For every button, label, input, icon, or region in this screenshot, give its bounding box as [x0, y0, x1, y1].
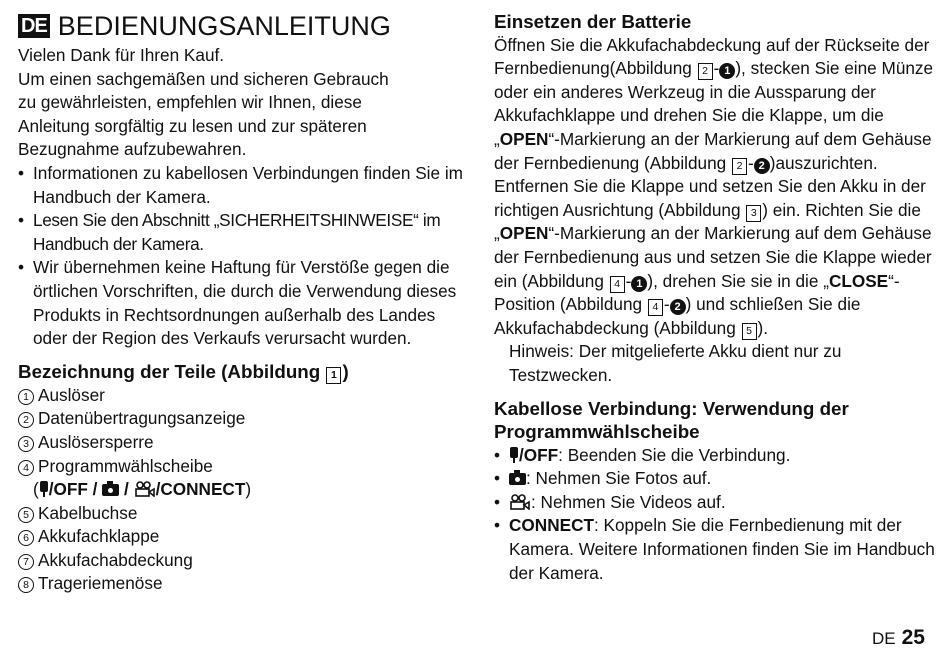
connect-text: : Koppeln Sie die Fernbedienung mit der Kamera. Weitere Informationen finden Sie im Handbuch der Kamera.	[509, 515, 935, 583]
item-label: Trageriemenöse	[38, 573, 163, 594]
left-column	[18, 10, 463, 596]
item-label: Akkufachabdeckung	[38, 549, 193, 570]
item-number: 6	[18, 530, 34, 546]
battery-text: “-Markierung an der Markierung auf dem Gehäuse der Fernbedienung (Abbildung	[494, 128, 932, 173]
intro-line: Bezugnahme aufzubewahren.	[18, 139, 247, 160]
power-icon	[39, 481, 49, 497]
bullet-video	[494, 491, 936, 515]
mode-dial-modes	[18, 478, 463, 502]
intro-line: Vielen Dank für Ihren Kauf.	[18, 45, 225, 65]
step-number: 2	[754, 158, 770, 174]
video-text: : Nehmen Sie Videos auf.	[531, 491, 726, 512]
video-icon	[509, 494, 531, 510]
bullet-off	[494, 444, 936, 468]
close-marking: CLOSE	[828, 270, 889, 291]
video-icon	[134, 481, 156, 497]
battery-text: ) und schließen Sie die Akkufachabdeckung (Abbildung	[494, 294, 861, 338]
intro-text	[18, 44, 463, 162]
list-item	[18, 502, 463, 526]
parts-list	[18, 384, 463, 596]
mode-off-label: /OFF	[48, 479, 88, 500]
slash: /	[92, 479, 98, 500]
battery-text: ), stecken Sie eine Münze oder ein anderes Werkzeug in die Aussparung der Akkufachklappe und drehen Sie die Klappe, um die „	[494, 58, 934, 149]
intro-bullets	[18, 162, 463, 351]
item-label: Auslösersperre	[38, 431, 154, 452]
power-icon	[509, 447, 519, 463]
list-item	[18, 431, 463, 455]
camera-icon	[102, 484, 119, 496]
bullet-liability: • Wir übernehmen keine Haftung für Verstöße gegen die örtlichen Vorschriften, die durch die Verwendung dieses Produkts in Rechtsordnungen außerhalb des Landes oder der Region des Verkaufs verursacht wurden.	[18, 256, 463, 350]
language-badge: DE	[18, 14, 50, 38]
modes-open-paren: (	[33, 479, 39, 500]
parts-heading-end: )	[342, 360, 349, 382]
battery-text: )auszurichten. Entfernen Sie die Klappe und setzen Sie den Akku in der richtigen Ausrichtung (Abbildung	[494, 152, 926, 220]
slash: /	[124, 479, 129, 500]
figure-ref-4: 4	[648, 299, 663, 316]
wireless-bullets	[494, 444, 936, 586]
battery-text: ).	[757, 317, 769, 338]
off-text: : Beenden Sie die Verbindung.	[558, 444, 791, 465]
battery-note: Hinweis: Der mitgelieferte Akku dient nur zu Testzwecken.	[509, 341, 842, 385]
dash: -	[663, 294, 670, 315]
list-item	[18, 455, 463, 479]
off-label: /OFF	[519, 444, 559, 465]
connect-label: CONNECT	[509, 515, 594, 536]
item-number: 8	[18, 577, 34, 593]
battery-text: “-Markierung an der Markierung auf dem Gehäuse der Fernbedienung aus und setzen Sie die Klappe wieder ein (Abbildung	[494, 223, 932, 291]
list-item	[18, 549, 463, 573]
step-number: 2	[670, 299, 686, 315]
dash: -	[747, 152, 754, 173]
open-marking: OPEN	[499, 223, 549, 244]
battery-instructions	[494, 34, 936, 341]
battery-heading: Einsetzen der Batterie	[494, 11, 692, 32]
intro-line: zu gewährleisten, empfehlen wir Ihnen, diese	[18, 92, 362, 113]
list-item	[18, 407, 463, 431]
item-number: 4	[18, 460, 34, 476]
page-number: 25	[901, 626, 925, 649]
battery-text: ), drehen Sie sie in die „	[647, 270, 829, 291]
dash: -	[713, 58, 720, 79]
figure-ref-4: 4	[610, 276, 625, 293]
item-label: Kabelbuchse	[38, 502, 138, 523]
list-item	[18, 384, 463, 408]
list-item	[18, 572, 463, 596]
item-number: 7	[18, 554, 34, 570]
figure-ref-3: 3	[746, 205, 761, 222]
parts-heading	[18, 360, 463, 384]
item-label: Auslöser	[38, 384, 105, 405]
list-item	[18, 525, 463, 549]
intro-line: Anleitung sorgfältig zu lesen und zur späteren	[18, 115, 367, 136]
bullet-safety: • Lesen Sie den Abschnitt „SICHERHEITSHINWEISE“ im Handbuch der Kamera.	[18, 209, 463, 256]
figure-ref-5: 5	[742, 323, 757, 340]
step-number: 1	[631, 276, 647, 292]
mode-connect-label: /CONNECT	[155, 479, 246, 500]
bullet-connect	[494, 514, 936, 585]
battery-text: “-Position (Abbildung	[494, 270, 900, 315]
item-label: Akkufachklappe	[38, 526, 160, 547]
page-title	[18, 10, 463, 42]
modes-close-paren: )	[245, 479, 252, 500]
open-marking: OPEN	[499, 128, 549, 149]
item-label: Programmwählscheibe	[38, 455, 213, 476]
right-column	[494, 10, 936, 585]
battery-text: ) ein. Richten Sie die „	[494, 199, 921, 244]
parts-heading-text: Bezeichnung der Teile (Abbildung	[18, 360, 321, 382]
figure-ref-2: 2	[698, 63, 713, 80]
bullet-wireless-info: • Informationen zu kabellosen Verbindungen finden Sie im Handbuch der Kamera.	[18, 162, 463, 209]
bullet-photo	[494, 467, 936, 491]
camera-icon	[509, 473, 526, 485]
item-number: 1	[18, 389, 34, 405]
footer-lang: DE	[872, 629, 896, 648]
photo-text: : Nehmen Sie Fotos auf.	[526, 468, 712, 489]
battery-text: Öffnen Sie die Akkufachabdeckung auf der Rückseite der Fernbedienung(Abbildung	[494, 34, 930, 79]
item-number: 5	[18, 507, 34, 523]
intro-line: Um einen sachgemäßen und sicheren Gebrauch	[18, 68, 389, 89]
item-number: 2	[18, 412, 34, 428]
page-footer	[872, 627, 925, 650]
dash: -	[625, 270, 632, 291]
title-text: BEDIENUNGSANLEITUNG	[57, 11, 391, 41]
item-label: Datenübertragungsanzeige	[38, 408, 246, 429]
figure-ref-1: 1	[326, 367, 341, 384]
item-number: 3	[18, 436, 34, 452]
step-number: 1	[719, 63, 735, 79]
figure-ref-2: 2	[732, 158, 747, 175]
wireless-heading: Kabellose Verbindung: Verwendung der Programmwählscheibe	[494, 397, 849, 443]
